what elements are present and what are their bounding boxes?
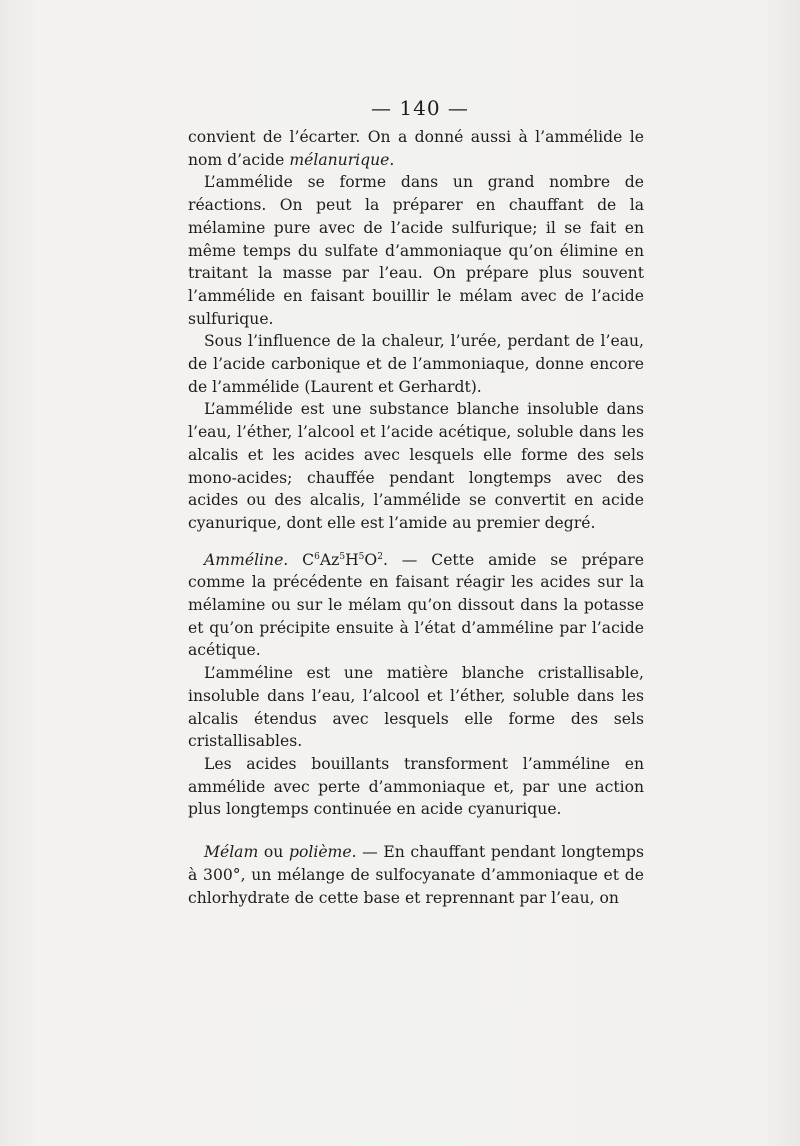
paragraph-1	[188, 126, 644, 171]
formula-o-sup: 2	[377, 551, 383, 562]
paragraph-melam	[188, 841, 644, 909]
page-number: — 140 —	[371, 96, 469, 120]
paragraph-7: Les acides bouillants transforment l’amméline en ammélide avec perte d’ammoniaque et, par une action plus longtemps continuée en acide cyanurique.	[188, 754, 644, 819]
formula-o: O	[364, 550, 378, 569]
formula-c: C	[302, 550, 315, 569]
paragraph-2: L’ammélide se forme dans un grand nombre de réactions. On peut la préparer en chauffant de la mélamine pure avec de l’acide sulfurique; il se fait en même temps du sulfate d’ammoniaque qu’on élimine en traitant la masse par l’eau. On prépare plus souvent l’ammélide en faisant bouillir le mélam avec de l’acide sulfurique.	[188, 173, 644, 328]
paragraph-ammeline-text: . — Cette amide se prépare comme la précédente en faisant réagir les acides sur la mélamine ou sur le mélam qu’on dissout dans la potasse et qu’on précipite ensuite à l’état d’amméline par l’acide acétique.	[188, 550, 644, 660]
section-title-polieme: polième	[288, 843, 352, 862]
paragraph-6: L’amméline est une matière blanche cristallisable, insoluble dans l’eau, l’alcool et l’éther, soluble dans les alcalis étendus avec lesquels elle forme des sels cristallisables.	[188, 664, 644, 751]
paragraph-1-end: .	[389, 150, 395, 169]
formula-h: H	[345, 550, 359, 569]
word-ou: ou	[258, 843, 289, 862]
section-title-ammeline: Amméline.	[204, 550, 289, 569]
paragraph-ammeline	[188, 549, 644, 663]
formula-h-sup: 5	[358, 551, 365, 562]
body-text	[188, 126, 644, 909]
paragraph-1-text: convient de l’écarter. On a donné aussi à l’ammélide le nom d’acide	[188, 128, 644, 169]
formula-c-sup: 6	[314, 551, 320, 562]
section-title-melam: Mélam	[204, 843, 259, 862]
paragraph-4: L’ammélide est une substance blanche insoluble dans l’eau, l’éther, l’alcool et l’acide acétique, soluble dans les alcalis et les acides avec lesquels elle forme des sels mono-acides; chauffée pendant longtemps avec des acides ou des alcalis, l’ammélide se convertit en acide cyanurique, dont elle est l’amide au premier degré.	[188, 400, 644, 532]
paragraph-melam-text: . — En chauffant pendant longtemps à 300°, un mélange de sulfocyanate d’ammoniaque et de chlorhydrate de cette base et reprennant par l’eau, on	[188, 843, 644, 907]
paragraph-3: Sous l’influence de la chaleur, l’urée, perdant de l’eau, de l’acide carbonique et de l’ammoniaque, donne encore de l’ammélide (Laurent et Gerhardt).	[188, 332, 644, 396]
formula-az-sup: 5	[339, 551, 346, 562]
formula-ammeline	[302, 551, 383, 569]
term-melanurique: mélanurique	[289, 150, 390, 169]
formula-az: Az	[319, 550, 340, 569]
